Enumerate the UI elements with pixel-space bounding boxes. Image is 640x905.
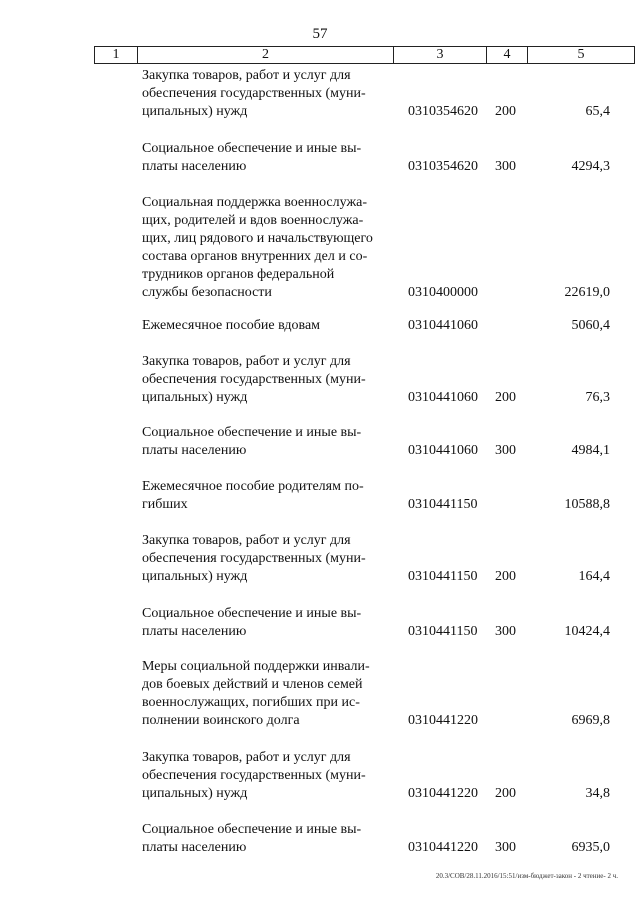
row-code: 0310441150	[408, 497, 478, 512]
row-description-line: Социальное обеспечение и иные вы-	[142, 141, 362, 156]
row-amount: 164,4	[578, 569, 610, 584]
row-code: 0310441060	[408, 443, 478, 458]
row-code: 0310354620	[408, 159, 478, 174]
row-code: 0310441060	[408, 318, 478, 333]
row-description	[142, 658, 392, 730]
row-description	[142, 424, 392, 460]
row-description	[142, 821, 392, 857]
row-description-line: ципальных) нужд	[142, 104, 248, 119]
row-description-line: Закупка товаров, работ и услуг для	[142, 750, 351, 765]
row-description-line: обеспечения государственных (муни-	[142, 372, 366, 387]
row-description-line: платы населению	[142, 443, 247, 458]
row-amount: 6935,0	[571, 840, 610, 855]
row-description-line: щих, лиц рядового и начальствующего	[142, 231, 373, 246]
row-description-line: Социальная поддержка военнослужа-	[142, 195, 367, 210]
header-col-5: 5	[528, 47, 635, 63]
row-description-line: дов боевых действий и членов семей	[142, 677, 363, 692]
row-code: 0310441150	[408, 624, 478, 639]
row-description-line: платы населению	[142, 840, 247, 855]
row-expense-type: 200	[495, 104, 516, 119]
row-description	[142, 317, 392, 335]
row-description-line: состава органов внутренних дел и со-	[142, 249, 368, 264]
row-amount: 4984,1	[571, 443, 610, 458]
row-amount: 34,8	[585, 786, 610, 801]
row-code: 0310441220	[408, 713, 478, 728]
row-description-line: Меры социальной поддержки инвали-	[142, 659, 370, 674]
row-description-line: обеспечения государственных (муни-	[142, 768, 366, 783]
header-col-1: 1	[94, 47, 138, 63]
row-expense-type: 200	[495, 569, 516, 584]
page-number: 57	[312, 26, 328, 42]
row-description	[142, 478, 392, 514]
row-code: 0310441150	[408, 569, 478, 584]
row-code: 0310441220	[408, 840, 478, 855]
row-description-line: Закупка товаров, работ и услуг для	[142, 533, 351, 548]
row-description-line: ципальных) нужд	[142, 786, 248, 801]
row-description-line: щих, родителей и вдов военнослужа-	[142, 213, 364, 228]
row-description-line: платы населению	[142, 624, 247, 639]
row-description-line: гибших	[142, 497, 188, 512]
row-description	[142, 532, 392, 586]
row-description-line: Закупка товаров, работ и услуг для	[142, 354, 351, 369]
row-description-line: Социальное обеспечение и иные вы-	[142, 606, 362, 621]
header-col-2: 2	[138, 47, 394, 63]
row-description-line: обеспечения государственных (муни-	[142, 86, 366, 101]
row-amount: 6969,8	[571, 713, 610, 728]
row-description	[142, 605, 392, 641]
row-expense-type: 300	[495, 159, 516, 174]
row-code: 0310354620	[408, 104, 478, 119]
row-description-line: Ежемесячное пособие вдовам	[142, 318, 321, 333]
row-description-line: обеспечения государственных (муни-	[142, 551, 366, 566]
row-description-line: Закупка товаров, работ и услуг для	[142, 68, 351, 83]
row-amount: 10424,4	[564, 624, 610, 639]
row-description-line: ципальных) нужд	[142, 569, 248, 584]
header-col-3: 3	[394, 47, 487, 63]
row-description	[142, 67, 392, 121]
row-description-line: полнении воинского долга	[142, 713, 300, 728]
row-amount: 10588,8	[564, 497, 610, 512]
row-description-line: ципальных) нужд	[142, 390, 248, 405]
row-description-line: Социальное обеспечение и иные вы-	[142, 425, 362, 440]
row-expense-type: 300	[495, 624, 516, 639]
row-description-line: трудников органов федеральной	[142, 267, 335, 282]
row-code: 0310400000	[408, 285, 478, 300]
row-code: 0310441060	[408, 390, 478, 405]
header-col-4: 4	[487, 47, 528, 63]
row-description	[142, 749, 392, 803]
row-expense-type: 200	[495, 390, 516, 405]
row-amount: 65,4	[585, 104, 610, 119]
row-expense-type: 300	[495, 840, 516, 855]
row-description-line: военнослужащих, погибших при ис-	[142, 695, 360, 710]
row-description-line: платы населению	[142, 159, 247, 174]
row-amount: 4294,3	[571, 159, 610, 174]
row-description	[142, 194, 392, 302]
row-description-line: Социальное обеспечение и иные вы-	[142, 822, 362, 837]
document-footer: 20.3/СОВ/28.11.2016/15:51/изм-бюджет-закон - 2 чтение- 2 ч.	[435, 872, 618, 880]
row-description	[142, 140, 392, 176]
row-description	[142, 353, 392, 407]
row-code: 0310441220	[408, 786, 478, 801]
row-expense-type: 300	[495, 443, 516, 458]
row-description-line: Ежемесячное пособие родителям по-	[142, 479, 364, 494]
row-expense-type: 200	[495, 786, 516, 801]
row-amount: 22619,0	[564, 285, 610, 300]
row-description-line: службы безопасности	[142, 285, 272, 300]
row-amount: 76,3	[585, 390, 610, 405]
row-amount: 5060,4	[571, 318, 610, 333]
